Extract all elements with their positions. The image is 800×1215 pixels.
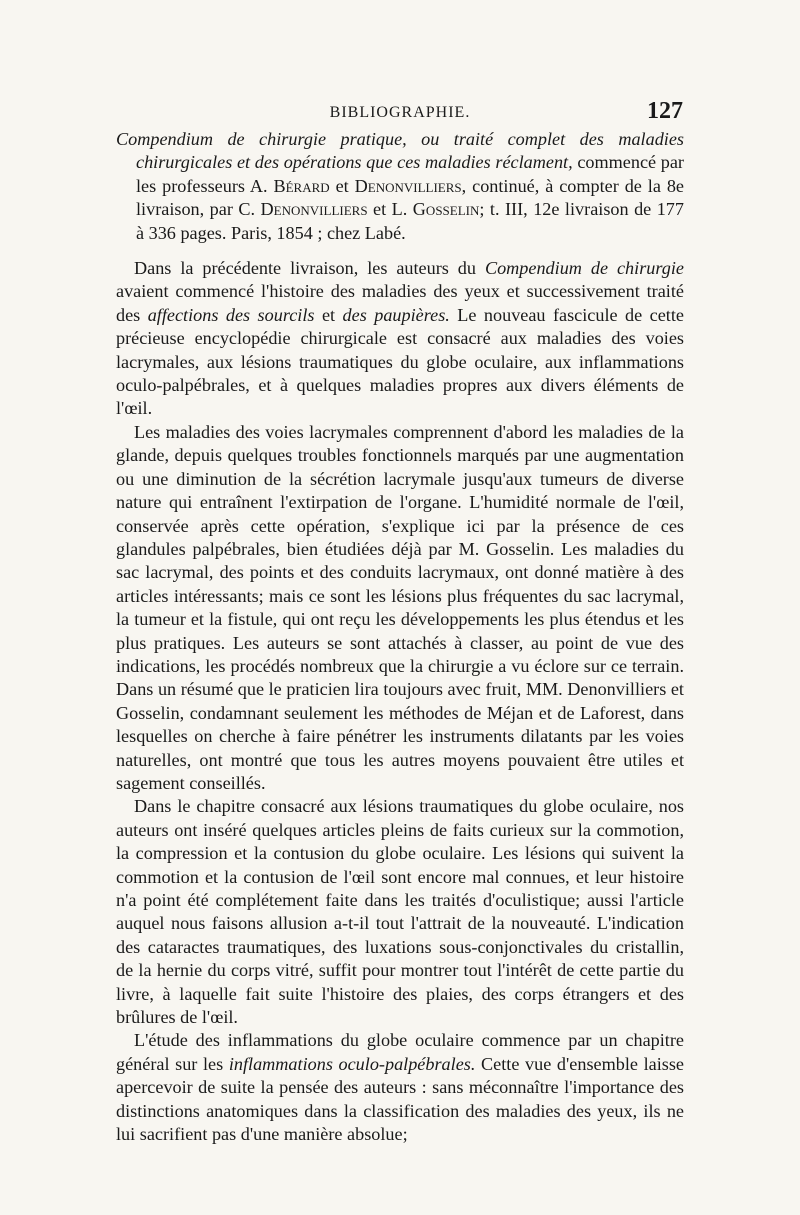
paragraph-4 — [116, 1029, 684, 1146]
p1-text-c: avaient commencé l'histoire des maladies des yeux et successivement traité des — [116, 281, 684, 325]
paragraph-3: Dans le chapitre consacré aux lésions traumatiques du globe oculaire, nos auteurs ont inséré quelques articles pleins de faits curieux sur la commotion, la compression et la contusion du globe oculaire. Les lésions qui suivent la commotion et la contusion de l'œil sont encore mal connues, et leur histoire n'a point été complétement faite dans les traités d'oculistique; aussi l'article auquel nous faisons allusion a-t-il tout l'attrait de la nouveauté. L'indication des cataractes traumatiques, des luxations sous-conjonctivales du cristallin, de la hernie du corps vitré, suffit pour montrer tout l'intérêt de cette partie du livre, à laquelle fait suite l'histoire des plaies, des corps étrangers et des brûlures de l'œil. — [116, 796, 684, 1028]
p4-text-c: Cette vue d'ensemble laisse apercevoir de suite la pensée des auteurs : sans méconnaître l'importance des distinctions anatomiques dans la classification des maladies des yeux, ils ne lui sacrifient pas d'une manière absolue; — [116, 1053, 684, 1145]
page-number: 127 — [647, 98, 683, 124]
author-berard: Bérard — [273, 175, 330, 196]
author-denonvilliers: Denonvilliers — [354, 175, 462, 196]
author-denonvilliers-2: Denonvilliers — [260, 199, 368, 220]
p1-text-a: Dans la précédente livraison, les auteurs du — [134, 258, 485, 279]
bibliographic-entry — [116, 128, 684, 245]
p1-italic-compendium: Compendium de chirurgie — [484, 258, 684, 279]
paragraph-1 — [116, 257, 684, 421]
section-gap — [116, 245, 684, 257]
biblio-text-1: commencé par les professeurs A. — [136, 152, 684, 196]
p4-text-a: L'étude des inflammations du globe oculaire commence par un chapitre général sur les — [116, 1030, 684, 1074]
page-header — [117, 98, 683, 128]
p1-italic-paupieres: des paupières. — [342, 304, 450, 325]
biblio-text-2: et — [329, 175, 355, 196]
running-head: BIBLIOGRAPHIE. — [329, 104, 471, 121]
p1-text-e: et — [314, 304, 343, 325]
book-title: Compendium de chirurgie pratique, ou traité complet des maladies chirurgicales et des opérations que ces maladies réclament, — [116, 129, 684, 173]
author-gosselin: Gosselin — [412, 199, 480, 220]
biblio-text-4: et L. — [367, 199, 413, 220]
text-column — [116, 128, 684, 1146]
paragraph-2: Les maladies des voies lacrymales comprennent d'abord les maladies de la glande, depuis quelques troubles fonctionnels marqués par une augmentation ou une diminution de la sécrétion lacrymale jusqu'aux tumeurs de diverse nature qui entraînent l'extirpation de l'organe. L'humidité normale de l'œil, conservée après cette opération, s'explique ici par la présence de ces glandules palpébrales, bien étudiées déjà par M. Gosselin. Les maladies du sac lacrymal, des points et des conduits lacrymaux, ont donné matière à des articles intéressants; mais ce sont les lésions plus fréquentes du sac lacrymal, la tumeur et la fistule, qui ont reçu les développements les plus étendus et les plus pratiques. Les auteurs se sont attachés à classer, au point de vue des indications, les procédés nombreux que la chirurgie a vu éclore sur ce terrain. Dans un résumé que le praticien lira toujours avec fruit, MM. Denonvilliers et Gosselin, condamnant seulement les méthodes de Méjan et de Laforest, dans lesquelles on cherche à faire pénétrer les instruments dilatants par les voies naturelles, ont montré que tous les autres moyens pouvaient être utiles et sagement conseillés. — [116, 421, 684, 793]
p1-italic-sourcils: affections des sourcils — [147, 304, 315, 325]
p1-text-g: Le nouveau fascicule de cette précieuse encyclopédie chirurgicale est consacré aux maladies des voies lacrymales, aux lésions traumatiques du globe oculaire, aux inflammations oculo-palpébrales, et à quelques maladies propres aux divers éléments de l'œil. — [116, 304, 684, 419]
biblio-text-3: , continué, à compter de la 8e livraison, par C. — [136, 175, 684, 220]
p4-italic-inflammations: inflammations oculo-palpébrales. — [228, 1053, 476, 1074]
biblio-text-5: ; t. III, 12e livraison de 177 à 336 pages. Paris, 1854 ; chez Labé. — [136, 199, 684, 243]
